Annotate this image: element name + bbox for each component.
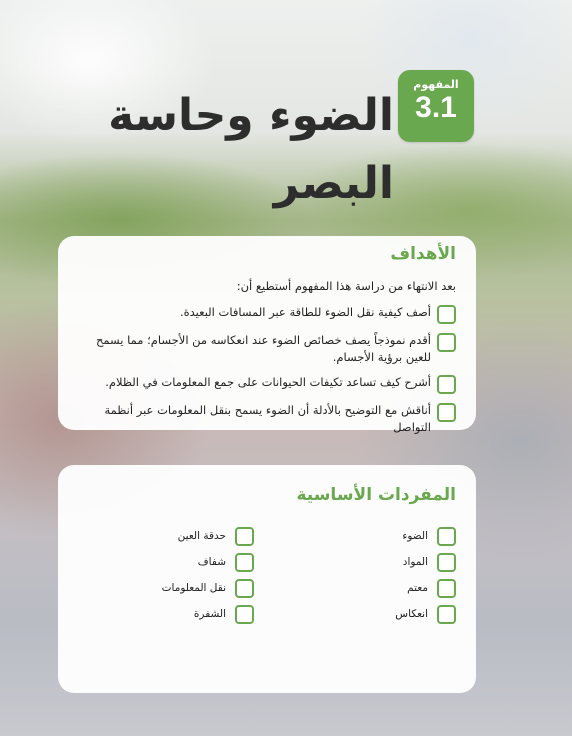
- vocab-item: [104, 604, 254, 624]
- vocab-item: [104, 526, 254, 546]
- vocab-column-left: [104, 526, 254, 630]
- goal-checkbox[interactable]: [437, 403, 456, 422]
- concept-label: المفهوم: [413, 78, 459, 91]
- goals-list: [71, 304, 456, 444]
- goal-item: [71, 332, 456, 366]
- goals-heading: الأهداف: [390, 244, 456, 264]
- vocab-term: شفاف: [197, 556, 226, 568]
- vocab-term: معتم: [407, 582, 428, 594]
- vocab-item: [316, 604, 456, 624]
- vocab-item: [104, 552, 254, 572]
- vocab-item: [316, 552, 456, 572]
- vocab-item: [316, 578, 456, 598]
- vocab-checkbox[interactable]: [437, 605, 456, 624]
- vocab-checkbox[interactable]: [437, 527, 456, 546]
- page-header: [0, 0, 572, 235]
- vocab-term: انعكاس: [395, 608, 428, 620]
- vocab-checkbox[interactable]: [235, 553, 254, 572]
- title-line-2: البصر: [273, 158, 394, 209]
- goal-text: أصف كيفية نقل الضوء للطاقة عبر المسافات البعيدة.: [179, 305, 431, 319]
- vocab-item: [104, 578, 254, 598]
- goal-item: [71, 402, 456, 436]
- vocab-term: حدقة العين: [177, 530, 226, 542]
- vocab-item: [316, 526, 456, 546]
- vocab-checkbox[interactable]: [235, 605, 254, 624]
- goal-text: أقدم نموذجاً يصف خصائص الضوء عند انعكاسه من الأجسام؛ مما يسمح للعين برؤية الأجسام.: [95, 333, 431, 364]
- goals-intro: بعد الانتهاء من دراسة هذا المفهوم أستطيع أن:: [236, 279, 456, 293]
- vocab-checkbox[interactable]: [437, 579, 456, 598]
- goal-text: أناقش مع التوضيح بالأدلة أن الضوء يسمح بنقل المعلومات عبر أنظمة التواصل: [104, 403, 431, 434]
- vocab-column-right: [316, 526, 456, 630]
- goal-item: [71, 374, 456, 394]
- goal-text: أشرح كيف تساعد تكيفات الحيوانات على جمع المعلومات في الظلام.: [105, 375, 431, 389]
- vocab-term: المواد: [402, 556, 428, 568]
- goal-checkbox[interactable]: [437, 333, 456, 352]
- vocab-checkbox[interactable]: [235, 527, 254, 546]
- title-line-1: الضوء وحاسة: [108, 90, 394, 141]
- page-title: [34, 82, 394, 218]
- vocab-checkbox[interactable]: [437, 553, 456, 572]
- goal-checkbox[interactable]: [437, 305, 456, 324]
- goals-card: [58, 236, 476, 434]
- vocab-term: نقل المعلومات: [161, 582, 226, 594]
- vocab-checkbox[interactable]: [235, 579, 254, 598]
- vocab-heading: المفردات الأساسية: [296, 485, 456, 505]
- concept-badge: [398, 70, 474, 142]
- vocab-term: الشفرة: [193, 608, 226, 620]
- vocab-term: الضوء: [402, 530, 428, 542]
- goal-item: [71, 304, 456, 324]
- goal-checkbox[interactable]: [437, 375, 456, 394]
- concept-number: 3.1: [415, 91, 457, 124]
- vocab-card: [58, 465, 476, 693]
